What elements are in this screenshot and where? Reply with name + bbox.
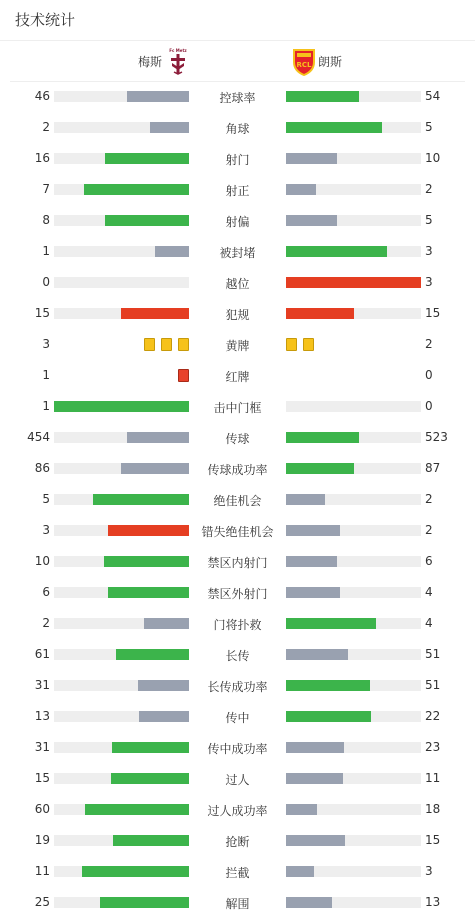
away-team-name: 朗斯	[318, 55, 343, 69]
away-bar-fill	[286, 866, 314, 877]
away-value: 5	[425, 120, 433, 134]
away-value: 11	[425, 771, 441, 785]
away-bar-fill	[286, 308, 354, 319]
home-bar-fill	[116, 649, 189, 660]
home-value: 1	[42, 368, 50, 382]
stat-label: 门将扑救	[213, 618, 262, 632]
home-bar-track	[54, 463, 189, 474]
stat-label: 越位	[225, 277, 250, 291]
stat-row	[0, 422, 475, 453]
away-value: 51	[425, 647, 441, 661]
home-bar-fill	[139, 711, 189, 722]
home-value: 15	[34, 306, 50, 320]
home-bar-fill	[138, 680, 189, 691]
stat-label: 角球	[225, 122, 250, 136]
away-bar-fill	[286, 246, 387, 257]
home-bar-track	[54, 680, 189, 691]
yellow-card-icon	[286, 338, 297, 351]
home-bar-track	[54, 742, 189, 753]
away-bar-fill	[286, 711, 371, 722]
stat-label: 黄牌	[225, 339, 250, 353]
stat-label: 击中门框	[213, 401, 262, 415]
away-bar-track	[286, 804, 421, 815]
away-value: 10	[425, 151, 441, 165]
stat-label: 抢断	[225, 835, 250, 849]
stat-row	[0, 453, 475, 484]
away-value: 2	[425, 523, 433, 537]
stat-label: 禁区内射门	[207, 556, 268, 570]
home-bar-track	[54, 556, 189, 567]
away-bar-fill	[286, 215, 337, 226]
home-value: 2	[42, 120, 50, 134]
away-bar-fill	[286, 649, 348, 660]
rc-lens-crest-icon	[292, 48, 316, 76]
home-value: 11	[34, 864, 50, 878]
stat-row	[0, 887, 475, 918]
home-bar-fill	[85, 804, 189, 815]
stat-row	[0, 360, 475, 391]
stat-label: 被封堵	[219, 246, 256, 260]
stat-row	[0, 515, 475, 546]
stat-row	[0, 391, 475, 422]
away-bar-fill	[286, 618, 376, 629]
away-bar-track	[286, 246, 421, 257]
away-bar-fill	[286, 122, 382, 133]
away-bar-fill	[286, 432, 359, 443]
home-value: 60	[34, 802, 50, 816]
home-bar-track	[54, 711, 189, 722]
yellow-card-icon	[178, 338, 189, 351]
home-bar-fill	[100, 897, 189, 908]
home-value: 3	[42, 523, 50, 537]
home-value: 19	[34, 833, 50, 847]
home-bar-fill	[113, 835, 189, 846]
home-bar-track	[54, 277, 189, 288]
teams-header	[0, 41, 475, 81]
away-bar-fill	[286, 742, 344, 753]
stat-label: 红牌	[225, 370, 250, 384]
away-value: 3	[425, 275, 433, 289]
stat-row	[0, 267, 475, 298]
away-bar-track	[286, 91, 421, 102]
home-value: 10	[34, 554, 50, 568]
home-bar-track	[54, 649, 189, 660]
svg-text:Fc Metz: Fc Metz	[169, 48, 187, 53]
home-value: 1	[42, 399, 50, 413]
stat-label: 射门	[225, 153, 250, 167]
stat-label: 射正	[225, 184, 250, 198]
away-bar-track	[286, 525, 421, 536]
away-bar-track	[286, 463, 421, 474]
away-bar-track	[286, 494, 421, 505]
away-bar-fill	[286, 153, 337, 164]
home-bar-fill	[112, 742, 189, 753]
away-bar-track	[286, 587, 421, 598]
home-value: 86	[34, 461, 50, 475]
away-value: 23	[425, 740, 441, 754]
home-value: 61	[34, 647, 50, 661]
home-value: 454	[27, 430, 50, 444]
home-team-name: 梅斯	[137, 55, 162, 69]
away-bar-track	[286, 308, 421, 319]
home-bar-track	[54, 618, 189, 629]
home-value: 6	[42, 585, 50, 599]
stat-row	[0, 81, 475, 112]
stat-row	[0, 298, 475, 329]
away-bar-track	[286, 866, 421, 877]
home-bar-fill	[121, 463, 189, 474]
home-bar-track	[54, 835, 189, 846]
stat-row	[0, 174, 475, 205]
stat-label: 长传	[225, 649, 250, 663]
stat-row	[0, 484, 475, 515]
stat-label: 犯规	[225, 308, 250, 322]
stat-label: 传球成功率	[207, 463, 268, 477]
away-bar-track	[286, 711, 421, 722]
away-value: 15	[425, 833, 441, 847]
home-bar-track	[54, 432, 189, 443]
away-value: 13	[425, 895, 441, 909]
away-value: 22	[425, 709, 441, 723]
away-bar-track	[286, 153, 421, 164]
home-value: 13	[34, 709, 50, 723]
home-bar-track	[54, 525, 189, 536]
home-bar-fill	[84, 184, 189, 195]
svg-text:RCL: RCL	[296, 61, 312, 69]
stat-row	[0, 329, 475, 360]
home-bar-track	[54, 122, 189, 133]
home-bar-track	[54, 897, 189, 908]
away-bar-fill	[286, 587, 340, 598]
away-value: 3	[425, 244, 433, 258]
home-bar-track	[54, 866, 189, 877]
home-bar-track	[54, 401, 189, 412]
stat-row	[0, 732, 475, 763]
away-value: 6	[425, 554, 433, 568]
stat-row	[0, 546, 475, 577]
stat-row	[0, 205, 475, 236]
home-bar-fill	[82, 866, 189, 877]
away-bar-track	[286, 897, 421, 908]
home-bar-track	[54, 215, 189, 226]
stat-label: 传球	[225, 432, 250, 446]
section-title: 技术统计	[15, 11, 76, 29]
stat-label: 拦截	[225, 866, 250, 880]
home-bar-track	[54, 804, 189, 815]
home-bar-fill	[93, 494, 189, 505]
stat-row	[0, 670, 475, 701]
yellow-card-icon	[303, 338, 314, 351]
away-value: 2	[425, 182, 433, 196]
stat-row	[0, 608, 475, 639]
away-bar-fill	[286, 525, 340, 536]
away-bar-track	[286, 773, 421, 784]
away-bar-track	[286, 122, 421, 133]
home-value: 46	[34, 89, 50, 103]
home-value: 31	[34, 740, 50, 754]
fc-metz-crest-icon	[168, 47, 188, 75]
home-bar-track	[54, 246, 189, 257]
away-bar-track	[286, 835, 421, 846]
home-bar-track	[54, 184, 189, 195]
home-bar-track	[54, 153, 189, 164]
home-value: 15	[34, 771, 50, 785]
away-bar-track	[286, 618, 421, 629]
stat-label: 错失绝佳机会	[201, 525, 274, 539]
home-value: 25	[34, 895, 50, 909]
home-value: 16	[34, 151, 50, 165]
home-bar-fill	[105, 215, 189, 226]
stat-row	[0, 763, 475, 794]
stat-label: 绝佳机会	[213, 494, 262, 508]
home-bar-fill	[155, 246, 189, 257]
away-bar-fill	[286, 463, 354, 474]
away-value: 87	[425, 461, 441, 475]
away-bar-track	[286, 215, 421, 226]
away-bar-track	[286, 680, 421, 691]
away-value: 51	[425, 678, 441, 692]
away-value: 0	[425, 399, 433, 413]
home-bar-track	[54, 773, 189, 784]
stat-row	[0, 143, 475, 174]
stat-row	[0, 825, 475, 856]
stat-row	[0, 236, 475, 267]
stat-label: 解围	[225, 897, 250, 911]
away-bar-track	[286, 184, 421, 195]
home-value: 1	[42, 244, 50, 258]
stat-label: 过人成功率	[207, 804, 268, 818]
stat-row	[0, 856, 475, 887]
away-bar-track	[286, 556, 421, 567]
away-bar-track	[286, 277, 421, 288]
away-value: 18	[425, 802, 441, 816]
home-value: 5	[42, 492, 50, 506]
away-bar-fill	[286, 804, 317, 815]
away-bar-fill	[286, 680, 370, 691]
stat-label: 控球率	[219, 91, 256, 105]
away-value: 15	[425, 306, 441, 320]
stat-row	[0, 639, 475, 670]
stat-label: 过人	[225, 773, 250, 787]
home-bar-track	[54, 308, 189, 319]
yellow-card-icon	[144, 338, 155, 351]
home-bar-fill	[108, 587, 189, 598]
red-card-icon	[178, 369, 189, 382]
away-value: 0	[425, 368, 433, 382]
away-bar-fill	[286, 277, 421, 288]
away-bar-fill	[286, 91, 359, 102]
home-cards	[138, 338, 189, 351]
home-bar-track	[54, 91, 189, 102]
home-value: 8	[42, 213, 50, 227]
home-cards	[172, 369, 189, 382]
home-bar-fill	[127, 432, 189, 443]
home-bar-fill	[121, 308, 189, 319]
yellow-card-icon	[161, 338, 172, 351]
away-bar-fill	[286, 184, 316, 195]
away-bar-fill	[286, 773, 343, 784]
home-bar-track	[54, 494, 189, 505]
stat-row	[0, 577, 475, 608]
away-value: 4	[425, 616, 433, 630]
away-bar-fill	[286, 556, 337, 567]
stat-label: 传中	[225, 711, 250, 725]
away-bar-fill	[286, 835, 345, 846]
home-bar-fill	[108, 525, 189, 536]
home-value: 2	[42, 616, 50, 630]
home-value: 0	[42, 275, 50, 289]
home-bar-fill	[144, 618, 189, 629]
away-bar-track	[286, 432, 421, 443]
stat-label: 传中成功率	[207, 742, 268, 756]
away-bar-fill	[286, 494, 325, 505]
home-bar-track	[54, 587, 189, 598]
away-bar-fill	[286, 897, 332, 908]
home-bar-fill	[150, 122, 189, 133]
away-value: 5	[425, 213, 433, 227]
home-bar-fill	[105, 153, 189, 164]
away-cards	[286, 338, 320, 351]
home-value: 7	[42, 182, 50, 196]
home-bar-fill	[127, 91, 189, 102]
stat-label: 禁区外射门	[207, 587, 268, 601]
stat-row	[0, 112, 475, 143]
away-value: 2	[425, 492, 433, 506]
away-bar-track	[286, 742, 421, 753]
home-value: 31	[34, 678, 50, 692]
away-bar-track	[286, 401, 421, 412]
stat-label: 长传成功率	[207, 680, 268, 694]
home-value: 3	[42, 337, 50, 351]
away-value: 54	[425, 89, 441, 103]
away-value: 3	[425, 864, 433, 878]
home-bar-fill	[54, 401, 189, 412]
away-bar-track	[286, 649, 421, 660]
home-bar-fill	[111, 773, 189, 784]
home-bar-fill	[104, 556, 189, 567]
away-value: 2	[425, 337, 433, 351]
stat-row	[0, 794, 475, 825]
away-value: 523	[425, 430, 448, 444]
away-value: 4	[425, 585, 433, 599]
stat-label: 射偏	[225, 215, 250, 229]
stats-list	[0, 81, 475, 918]
stat-row	[0, 701, 475, 732]
